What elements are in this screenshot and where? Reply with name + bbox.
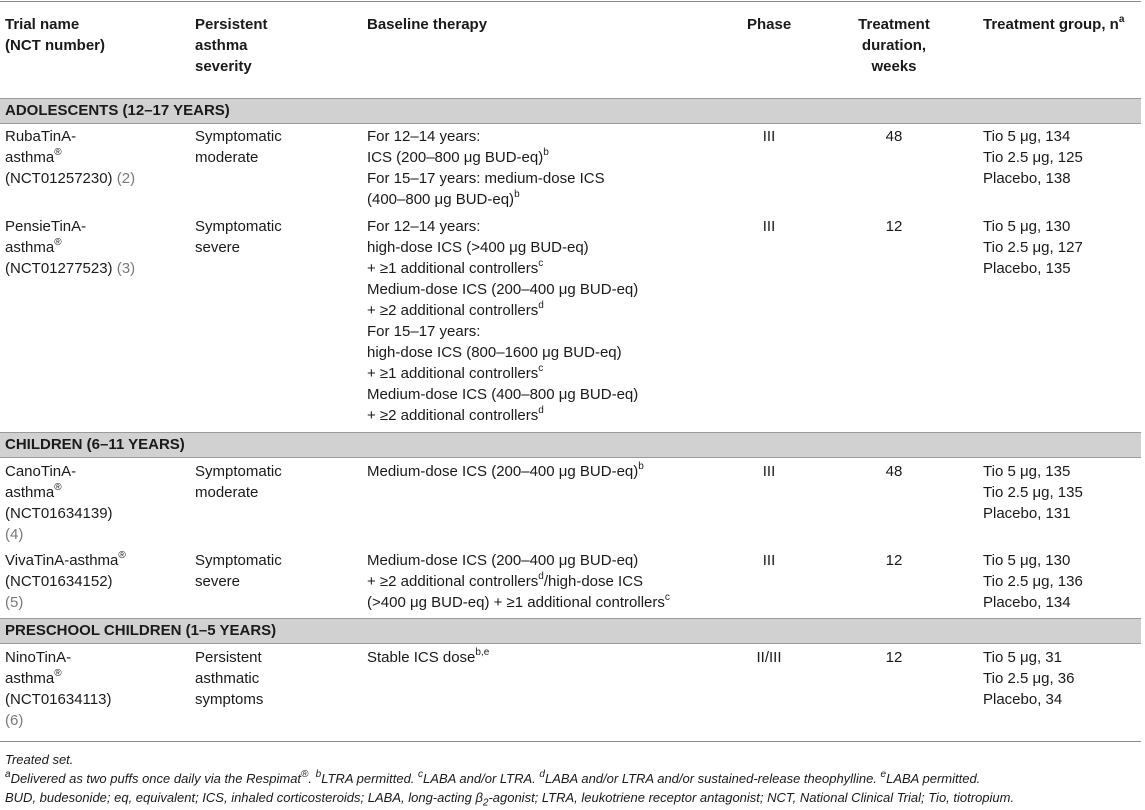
- footnote-a-mark: a: [5, 768, 11, 780]
- baseline-line: ICS (200–800 μg BUD-eq): [367, 149, 544, 166]
- group-line: Placebo, 131: [983, 505, 1071, 522]
- header-phase-label: Phase: [747, 16, 792, 33]
- footnote-mark: b: [514, 189, 520, 200]
- registered-mark: ®: [54, 482, 62, 493]
- baseline-line: high-dose ICS (>400 μg BUD-eq): [367, 239, 589, 256]
- trial-name-cano: [5, 461, 113, 545]
- phase-cano: [745, 461, 793, 482]
- severity-line1: Persistent: [195, 649, 262, 666]
- footnote-mark: c: [664, 592, 670, 603]
- top-rule: [0, 1, 1141, 2]
- baseline-line: + ≥1 additional controllers: [367, 365, 539, 382]
- phase-value: III: [762, 463, 776, 480]
- footnote-treated-text: Treated set.: [5, 752, 74, 767]
- group-line: Tio 2.5 μg, 36: [983, 670, 1075, 687]
- severity-line1: Symptomatic: [195, 128, 282, 145]
- baseline-pensie: [367, 216, 638, 426]
- header-severity-line2: asthma: [195, 37, 248, 54]
- baseline-line: /high-dose ICS: [543, 573, 644, 590]
- severity-line1: Symptomatic: [195, 218, 282, 235]
- group-line: Placebo, 34: [983, 691, 1063, 708]
- severity-ruba: [195, 126, 282, 168]
- section-preschool: [0, 618, 1141, 644]
- duration-value: 48: [885, 463, 903, 480]
- registered-mark: ®: [118, 550, 126, 561]
- group-line: Tio 5 μg, 130: [983, 218, 1071, 235]
- severity-line2: asthmatic: [195, 670, 260, 687]
- footnote-d-text: LABA and/or LTRA and/or sustained-release theophylline.: [544, 771, 877, 786]
- baseline-line: Medium-dose ICS (200–400 μg BUD-eq): [367, 463, 639, 480]
- section-preschool-label: PRESCHOOL CHILDREN (1–5 YEARS): [5, 622, 277, 639]
- group-line: Tio 5 μg, 135: [983, 463, 1071, 480]
- baseline-line: (400–800 μg BUD-eq): [367, 191, 515, 208]
- header-treatment-group: [983, 14, 1124, 35]
- footnote-e-mark: e: [880, 768, 887, 780]
- bottom-rule: [0, 741, 1141, 742]
- trial-name-line1: CanoTinA-: [5, 463, 77, 480]
- header-duration-line3: weeks: [871, 58, 917, 75]
- baseline-cano: [367, 461, 644, 482]
- footnote-mark: c: [538, 258, 544, 269]
- footnote-markers: $^a$Delivered as two puffs once daily via the Respimat®. $^b$LTRA permitted. $^c$LABA and/or LTRA. $^d$LABA and/or LTRA and/or sustained-release theophylline. $^e$LABA permitted.: [5, 768, 981, 786]
- footnote-c-text: LABA and/or LTRA.: [423, 771, 536, 786]
- baseline-line: (>400 μg BUD-eq) + ≥1 additional controllers: [367, 594, 665, 611]
- duration-value: 12: [885, 218, 903, 235]
- reference-link[interactable]: (2): [116, 170, 136, 187]
- group-line: Tio 2.5 μg, 136: [983, 573, 1083, 590]
- baseline-line: Medium-dose ICS (200–400 μg BUD-eq): [367, 281, 639, 298]
- group-line: Tio 5 μg, 134: [983, 128, 1071, 145]
- header-group-label: Treatment group, n: [983, 16, 1119, 33]
- baseline-viva: [367, 550, 670, 613]
- severity-line2: moderate: [195, 484, 259, 501]
- registered-mark: ®: [54, 237, 62, 248]
- footnote-mark: b,e: [475, 647, 490, 658]
- phase-viva: [745, 550, 793, 571]
- severity-pensie: [195, 216, 282, 258]
- header-duration-line2: duration,: [861, 37, 927, 54]
- abbreviations-text-part1: BUD, budesonide; eq, equivalent; ICS, inhaled corticosteroids; LABA, long-acting β: [5, 790, 483, 805]
- header-severity-line3: severity: [195, 58, 252, 75]
- header-baseline-label: Baseline therapy: [367, 16, 488, 33]
- section-children: [0, 432, 1141, 458]
- baseline-line: For 15–17 years: medium-dose ICS: [367, 170, 605, 187]
- header-severity: [195, 14, 268, 77]
- phase-pensie: [745, 216, 793, 237]
- phase-value: II/III: [756, 649, 782, 666]
- footnote-mark: d: [538, 405, 544, 416]
- duration-viva: [852, 550, 936, 571]
- phase-value: III: [762, 218, 776, 235]
- abbreviations-subscript: 2: [482, 797, 489, 809]
- baseline-ruba: [367, 126, 605, 210]
- trial-name-ruba: [5, 126, 135, 189]
- header-duration-line1: Treatment: [858, 16, 930, 33]
- severity-cano: [195, 461, 282, 503]
- baseline-line: For 15–17 years:: [367, 323, 481, 340]
- phase-value: III: [762, 552, 776, 569]
- section-children-label: CHILDREN (6–11 YEARS): [5, 436, 185, 453]
- footnote-mark: d: [538, 571, 544, 582]
- trial-name-line2: asthma: [5, 149, 55, 166]
- header-group-footnote-mark: a: [1118, 14, 1125, 25]
- nct-number: (NCT01257230): [5, 170, 113, 187]
- baseline-line: high-dose ICS (800–1600 μg BUD-eq): [367, 344, 622, 361]
- baseline-line: Medium-dose ICS (200–400 μg BUD-eq): [367, 552, 639, 569]
- phase-ruba: [745, 126, 793, 147]
- abbreviations-text-part2: -agonist; LTRA, leukotriene receptor antagonist; NCT, National Clinical Trial; Tio, tiotropium.: [488, 790, 1015, 805]
- reference-link[interactable]: (6): [5, 712, 24, 729]
- baseline-line: For 12–14 years:: [367, 128, 481, 145]
- footnote-a-text: Delivered as two puffs once daily via the Respimat: [10, 771, 302, 786]
- group-line: Tio 5 μg, 130: [983, 552, 1071, 569]
- duration-value: 12: [885, 552, 903, 569]
- severity-line2: severe: [195, 573, 241, 590]
- trial-name-line2: asthma: [5, 670, 55, 687]
- footnote-b-text: LTRA permitted.: [321, 771, 415, 786]
- trial-name-line2: asthma: [5, 484, 55, 501]
- baseline-line: + ≥2 additional controllers: [367, 573, 539, 590]
- groups-viva: [983, 550, 1083, 613]
- duration-pensie: [852, 216, 936, 237]
- header-severity-line1: Persistent: [195, 16, 268, 33]
- section-adolescents-label: ADOLESCENTS (12–17 YEARS): [5, 102, 230, 119]
- footnote-c-mark: c: [418, 768, 424, 780]
- severity-line3: symptoms: [195, 691, 264, 708]
- severity-viva: [195, 550, 282, 592]
- severity-nino: [195, 647, 263, 710]
- nct-number: (NCT01634113): [5, 691, 112, 708]
- severity-line2: moderate: [195, 149, 259, 166]
- duration-ruba: [852, 126, 936, 147]
- nct-number: (NCT01634139): [5, 505, 113, 522]
- trial-name-line1: PensieTinA-: [5, 218, 87, 235]
- header-phase: [747, 14, 791, 35]
- phase-nino: [745, 647, 793, 668]
- reference-link[interactable]: (3): [116, 260, 136, 277]
- group-line: Tio 2.5 μg, 125: [983, 149, 1083, 166]
- severity-line1: Symptomatic: [195, 463, 282, 480]
- groups-cano: [983, 461, 1083, 524]
- nct-number: (NCT01634152): [5, 573, 113, 590]
- footnote-treated-set: [5, 751, 73, 768]
- group-line: Tio 5 μg, 31: [983, 649, 1062, 666]
- baseline-line: For 12–14 years:: [367, 218, 481, 235]
- registered-mark: ®: [54, 668, 62, 679]
- duration-value: 12: [885, 649, 903, 666]
- footnote-mark: d: [538, 300, 544, 311]
- trial-name-nino: [5, 647, 111, 731]
- group-line: Placebo, 134: [983, 594, 1071, 611]
- groups-nino: [983, 647, 1074, 710]
- registered-mark: ®: [54, 147, 62, 158]
- reference-link[interactable]: (5): [5, 594, 24, 611]
- nct-number: (NCT01277523): [5, 260, 113, 277]
- group-line: Tio 2.5 μg, 127: [983, 239, 1083, 256]
- trial-name-pensie: [5, 216, 135, 279]
- group-line: Tio 2.5 μg, 135: [983, 484, 1083, 501]
- header-trial-line2: (NCT number): [5, 37, 105, 54]
- registered-mark: ®: [301, 768, 309, 780]
- groups-pensie: [983, 216, 1083, 279]
- section-adolescents: [0, 98, 1141, 124]
- severity-line2: severe: [195, 239, 241, 256]
- trial-name-line1: VivaTinA-asthma: [5, 552, 119, 569]
- duration-cano: [852, 461, 936, 482]
- footnote-b-mark: b: [315, 768, 322, 780]
- footnote-mark: b: [638, 461, 644, 472]
- trial-name-line2: asthma: [5, 239, 55, 256]
- header-duration: [852, 14, 936, 77]
- baseline-line: + ≥1 additional controllers: [367, 260, 539, 277]
- group-line: Placebo, 138: [983, 170, 1071, 187]
- phase-value: III: [762, 128, 776, 145]
- groups-ruba: [983, 126, 1083, 189]
- baseline-line: Medium-dose ICS (400–800 μg BUD-eq): [367, 386, 639, 403]
- baseline-line: + ≥2 additional controllers: [367, 302, 539, 319]
- footnote-d-mark: d: [539, 768, 545, 780]
- header-trial-line1: Trial name: [5, 16, 80, 33]
- footnote-e-text: LABA permitted.: [886, 771, 981, 786]
- severity-line1: Symptomatic: [195, 552, 282, 569]
- duration-value: 48: [885, 128, 903, 145]
- group-line: Placebo, 135: [983, 260, 1071, 277]
- baseline-line: Stable ICS dose: [367, 649, 476, 666]
- header-baseline-therapy: [367, 14, 487, 35]
- trial-name-viva: [5, 550, 126, 613]
- reference-link[interactable]: (4): [5, 526, 24, 543]
- footnote-abbreviations: [5, 789, 1015, 809]
- trial-name-line1: NinoTinA-: [5, 649, 72, 666]
- trial-name-line1: RubaTinA-: [5, 128, 77, 145]
- baseline-nino: [367, 647, 489, 668]
- baseline-line: + ≥2 additional controllers: [367, 407, 539, 424]
- duration-nino: [852, 647, 936, 668]
- footnote-mark: c: [538, 363, 544, 374]
- footnote-mark: b: [543, 147, 549, 158]
- header-trial-name: [5, 14, 105, 56]
